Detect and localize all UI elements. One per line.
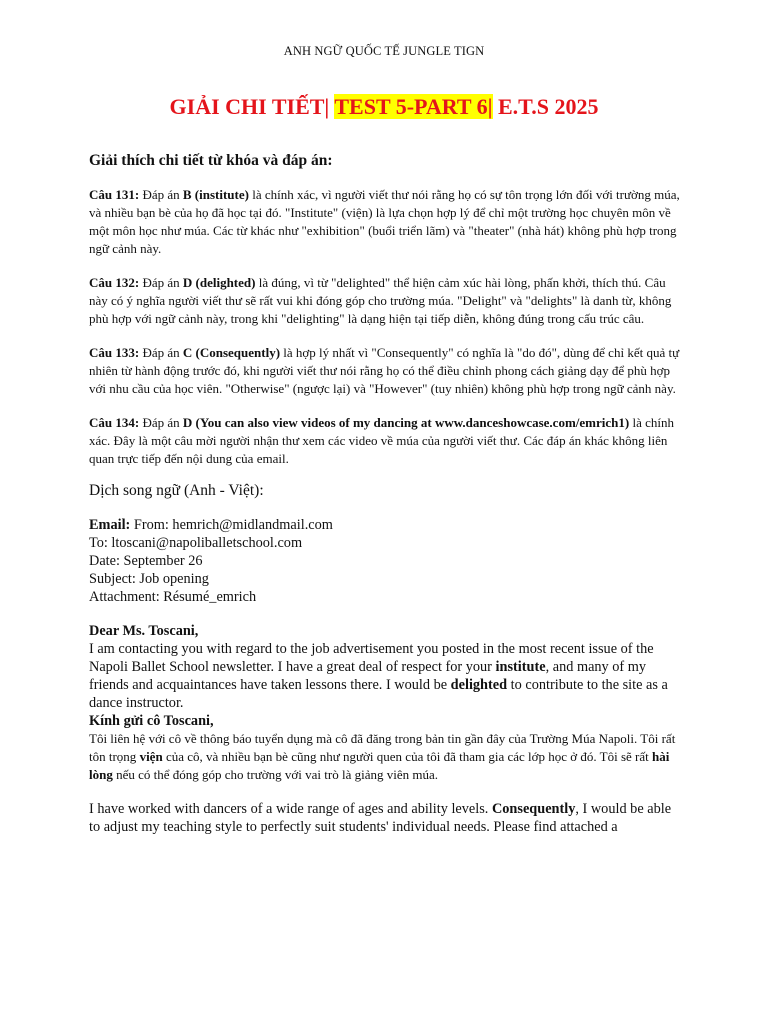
p1en-text-3: to contribute to the site as a dance instructor. (89, 677, 668, 711)
p2en-text-2: , I would be able to adjust my teaching style to perfectly suit students' individual needs. Please find attached a (89, 801, 672, 835)
question-132-label: Câu 132: (89, 275, 140, 290)
email-from-label: Email: (89, 517, 131, 533)
p1en-text-1: I am contacting you with regard to the job advertisement you posted in the most recent issue of the Napoli Ballet School newsletter. I have a great deal of respect for your (89, 641, 654, 675)
p2en-text-1: I have worked with dancers of a wide range of ages and ability levels. (89, 801, 492, 817)
paragraph-2-english (89, 800, 683, 836)
email-from-text: From: hemrich@midlandmail.com (130, 517, 333, 533)
question-131-explanation (89, 186, 683, 258)
email-attachment: Attachment: Résumé_emrich (89, 589, 257, 605)
question-134-label: Câu 134: (89, 415, 140, 430)
email-header-block (89, 516, 683, 606)
question-133-answer: C (Consequently) (182, 345, 281, 360)
p1vi-bold-hai-long: hài lòng (89, 749, 670, 782)
p1vi-bold-vien: viện (139, 749, 163, 764)
title-part1: GIẢI CHI TIẾT| (169, 94, 335, 119)
q132-text-2: là đúng, vì từ "delighted" thể hiện cảm xúc hài lòng, phấn khởi, thích thú. Câu này có ý nghĩa người viết thư sẽ rất vui khi đóng góp cho trường múa. "Delight" và "delights" là danh từ, không phù hợp với ngữ cảnh này, trong khi "delighting" là dạng hiện tại tiếp diễn, không đúng trong cấu trúc câu. (89, 275, 672, 326)
section-heading-explanation: Giải thích chi tiết từ khóa và đáp án: (89, 152, 333, 169)
question-133-explanation (89, 344, 683, 398)
p1en-bold-delighted: delighted (450, 677, 508, 693)
q132-text-1: Đáp án (139, 275, 183, 290)
page-header: ANH NGỮ QUỐC TẾ JUNGLE TIGN (283, 44, 485, 58)
paragraph-1-english (89, 640, 683, 712)
p1en-bold-institute: institute (495, 659, 546, 675)
paragraph-1-vietnamese (89, 730, 683, 784)
email-date: Date: September 26 (89, 553, 203, 569)
section-heading-translation: Dịch song ngữ (Anh - Việt): (89, 482, 264, 499)
q134-text-2: là chính xác. Đây là một câu mời người nhận thư xem các video về múa của người viết thư. Các đáp án khác không liên quan trực tiếp đến nội dung của email. (89, 415, 674, 466)
question-131-answer: B (institute) (182, 187, 249, 202)
p1vi-text-2: của cô, và nhiều bạn bè cũng như người quen của tôi đã tham gia các lớp học ở đó. Tôi sẽ rất (162, 749, 653, 764)
q133-text-1: Đáp án (139, 345, 183, 360)
q131-text-2: là chính xác, vì người viết thư nói rằng họ có sự tôn trọng lớn đối với trường múa, và nhiều bạn bè của họ đã học tại đó. "Institute" (viện) là lựa chọn hợp lý để chỉ một trường học chuyên môn về một môn học như múa. Các từ khác như "exhibition" (buổi triển lãm) và "theater" (nhà hát) không phù hợp trong ngữ cảnh này. (89, 187, 680, 256)
email-subject: Subject: Job opening (89, 571, 209, 587)
question-132-explanation (89, 274, 683, 328)
title-part2: E.T.S 2025 (492, 94, 599, 119)
email-to: To: ltoscani@napoliballetschool.com (89, 535, 303, 551)
q131-text-1: Đáp án (139, 187, 183, 202)
question-134-answer: D (You can also view videos of my dancing at www.danceshowcase.com/emrich1) (182, 415, 630, 430)
greeting-vietnamese (89, 712, 683, 730)
question-134-explanation (89, 414, 683, 468)
email-from (89, 516, 683, 534)
question-133-label: Câu 133: (89, 345, 140, 360)
greeting-english (89, 622, 683, 640)
p1en-text-2: , and many of my friends and acquaintances have taken lessons there. I would be (89, 659, 647, 693)
question-131-label: Câu 131: (89, 187, 140, 202)
p1vi-text-3: nếu có thể đóng góp cho trường với vai trò là giảng viên múa. (112, 767, 438, 782)
title-highlight: TEST 5-PART 6| (334, 94, 493, 119)
p2en-bold-consequently: Consequently (491, 801, 576, 817)
q134-text-1: Đáp án (139, 415, 183, 430)
greeting-english-text: Dear Ms. Toscani, (89, 623, 199, 639)
page-title (0, 94, 768, 120)
question-132-answer: D (delighted) (182, 275, 256, 290)
document-body (89, 152, 683, 836)
greeting-vietnamese-text: Kính gửi cô Toscani, (89, 713, 214, 729)
p1vi-text-1: Tôi liên hệ với cô về thông báo tuyển dụng mà cô đã đăng trong bản tin gần đây của Trường Múa Napoli. Tôi rất tôn trọng (89, 731, 676, 764)
q133-text-2: là hợp lý nhất vì "Consequently" có nghĩa là "do đó", dùng để chỉ kết quả tự nhiên từ hành động trước đó, khi người viết thư nói rằng họ có thể điều chỉnh phong cách giảng dạy để phù hợp với nhu cầu của học viên. "Otherwise" (ngược lại) và "However" (tuy nhiên) không phù hợp trong ngữ cảnh này. (89, 345, 680, 396)
